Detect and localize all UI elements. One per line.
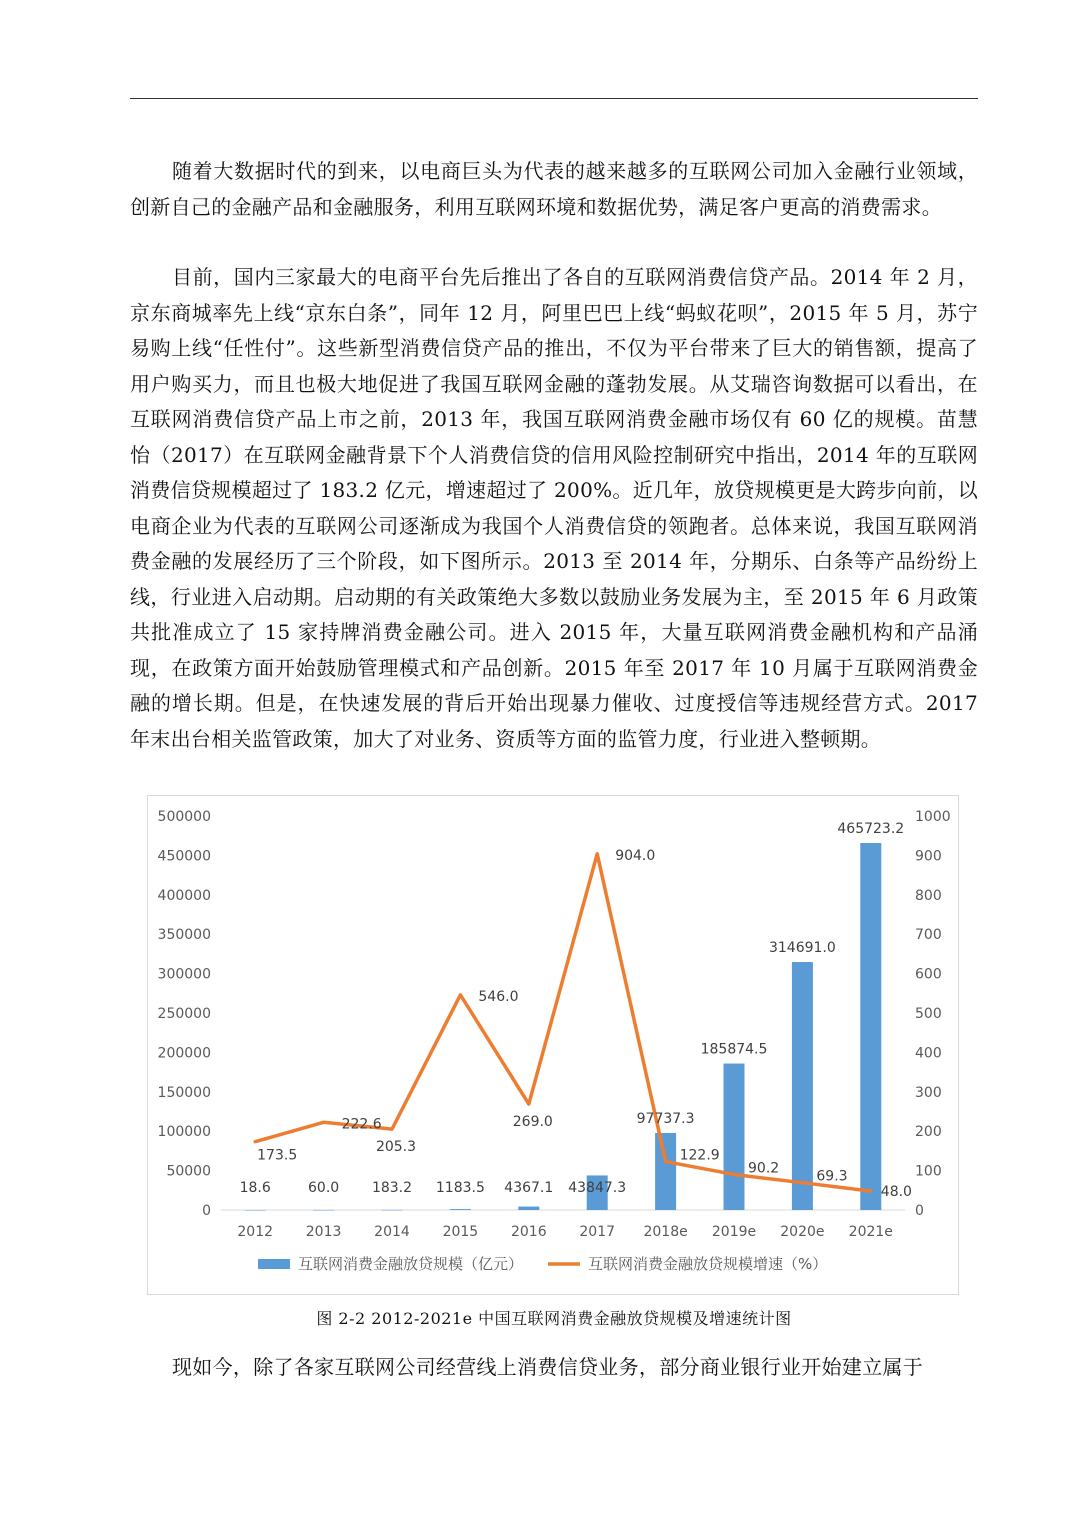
paragraph-1: 随着大数据时代的到来，以电商巨头为代表的越来越多的互联网公司加入金融行业领域，创新自己的金融产品和金融服务，利用互联网环境和数据优势，满足客户更高的消费需求。	[130, 159, 978, 219]
x-tick-label: 2021e	[848, 1224, 893, 1240]
figure-caption: 图 2-2 2012-2021e 中国互联网消费金融放贷规模及增速统计图	[316, 1309, 792, 1328]
y-right-tick-label: 700	[915, 927, 942, 944]
y-right-tick-label: 800	[915, 887, 942, 904]
y-left-tick-label: 0	[202, 1203, 211, 1219]
line-data-label: 222.6	[341, 1116, 382, 1133]
line-data-label: 173.5	[257, 1147, 298, 1164]
legend-bar-swatch	[258, 1259, 290, 1269]
y-right-tick-label: 900	[915, 848, 942, 865]
bar	[860, 843, 881, 1210]
bar	[655, 1133, 676, 1210]
bar	[382, 1210, 403, 1211]
header-rule	[130, 98, 978, 99]
y-left-tick-label: 350000	[157, 927, 211, 944]
y-left-tick-label: 100000	[157, 1124, 211, 1141]
bar-data-label: 18.6	[239, 1180, 271, 1196]
legend-bar-label: 互联网消费金融放贷规模（亿元）	[298, 1255, 524, 1273]
y-left-tick-label: 400000	[157, 887, 211, 904]
y-right-tick-label: 1000	[915, 809, 951, 825]
x-tick-label: 2015	[442, 1224, 479, 1240]
bar	[518, 1207, 539, 1210]
growth-line	[255, 854, 871, 1191]
loan-scale-chart	[147, 795, 959, 1295]
x-tick-label: 2014	[374, 1224, 410, 1240]
y-right-tick-label: 300	[915, 1084, 942, 1101]
y-right-tick-label: 200	[915, 1124, 942, 1141]
line-data-label: 205.3	[375, 1139, 417, 1156]
bar-data-label: 185874.5	[700, 1041, 768, 1058]
y-right-tick-label: 100	[915, 1163, 942, 1180]
x-tick-label: 2018e	[643, 1224, 688, 1240]
bar-data-label: 4367.1	[504, 1180, 554, 1196]
y-right-tick-label: 600	[915, 966, 942, 983]
y-right-tick-label: 400	[915, 1045, 942, 1062]
y-right-tick-label: 500	[915, 1006, 942, 1022]
y-right-tick-label: 0	[915, 1203, 924, 1219]
bar-data-label: 43847.3	[568, 1180, 627, 1196]
y-left-tick-label: 250000	[157, 1006, 211, 1022]
y-left-tick-label: 450000	[157, 848, 211, 865]
bar-data-label: 183.2	[371, 1180, 413, 1196]
bar	[313, 1210, 334, 1211]
paragraph-3: 现如今，除了各家互联网公司经营线上消费信贷业务，部分商业银行业开始建立属于	[172, 1355, 924, 1379]
bar	[450, 1209, 471, 1210]
paragraph-2: 目前，国内三家最大的电商平台先后推出了各自的互联网消费信贷产品。2014 年 2 月，京东商城率先上线“京东白条”，同年 12 月，阿里巴巴上线“蚂蚁花呗”，2015 年 5 月，苏宁易购上线“任性付”。这些新型消费信贷产品的推出，不仅为平台带来了巨大的销售额，提高了用户购买力，而且也极大地促进了我国互联网金融的蓬勃发展。从艾瑞咨询数据可以看出，在互联网消费信贷产品上市之前，2013 年，我国互联网消费金融市场仅有 60 亿的规模。苗慧怡（2017）在互联网金融背景下个人消费信贷的信用风险控制研究中指出，2014 年的互联网消费信贷规模超过了 183.2 亿元，增速超过了 200%。近几年，放贷规模更是大跨步向前，以电商企业为代表的互联网公司逐渐成为我国个人消费信贷的领跑者。总体来说，我国互联网消费金融的发展经历了三个阶段，如下图所示。2013 至 2014 年，分期乐、白条等产品纷纷上线，行业进入启动期。启动期的有关政策绝大多数以鼓励业务发展为主，至 2015 年 6 月政策共批准成立了 15 家持牌消费金融公司。进入 2015 年，大量互联网消费金融机构和产品涌现，在政策方面开始鼓励管理模式和产品创新。2015 年至 2017 年 10 月属于互联网消费金融的增长期。但是，在快速发展的背后开始出现暴力催收、过度授信等违规经营方式。2017 年末出台相关监管政策，加大了对业务、资质等方面的监管力度，行业进入整顿期。	[130, 265, 978, 751]
bar-data-label: 465723.2	[837, 821, 905, 838]
legend-line-label: 互联网消费金融放贷规模增速（%）	[588, 1255, 828, 1273]
x-tick-label: 2012	[237, 1224, 274, 1240]
y-left-tick-label: 200000	[157, 1045, 211, 1062]
x-tick-label: 2020e	[780, 1224, 825, 1240]
y-left-tick-label: 500000	[157, 809, 211, 825]
bar-data-label: 97737.3	[636, 1110, 695, 1127]
bar-data-label: 1183.5	[435, 1180, 485, 1196]
bar	[792, 962, 813, 1210]
line-data-label: 48.0	[880, 1184, 912, 1201]
line-data-label: 904.0	[615, 847, 656, 864]
bar	[724, 1064, 745, 1210]
line-data-label: 122.9	[679, 1147, 720, 1164]
x-tick-label: 2013	[305, 1224, 342, 1240]
x-tick-label: 2016	[510, 1224, 547, 1240]
bar-data-label: 314691.0	[768, 940, 836, 957]
chart-canvas	[148, 796, 960, 1296]
bar-data-label: 60.0	[308, 1180, 340, 1196]
line-data-label: 69.3	[816, 1168, 848, 1185]
y-left-tick-label: 50000	[166, 1163, 211, 1180]
x-tick-label: 2019e	[711, 1224, 757, 1240]
line-data-label: 90.2	[748, 1160, 780, 1177]
y-left-tick-label: 150000	[157, 1084, 211, 1101]
line-data-label: 546.0	[478, 988, 519, 1005]
x-tick-label: 2017	[579, 1224, 616, 1240]
bar	[245, 1210, 266, 1211]
line-data-label: 269.0	[512, 1114, 553, 1131]
y-left-tick-label: 300000	[157, 966, 211, 983]
